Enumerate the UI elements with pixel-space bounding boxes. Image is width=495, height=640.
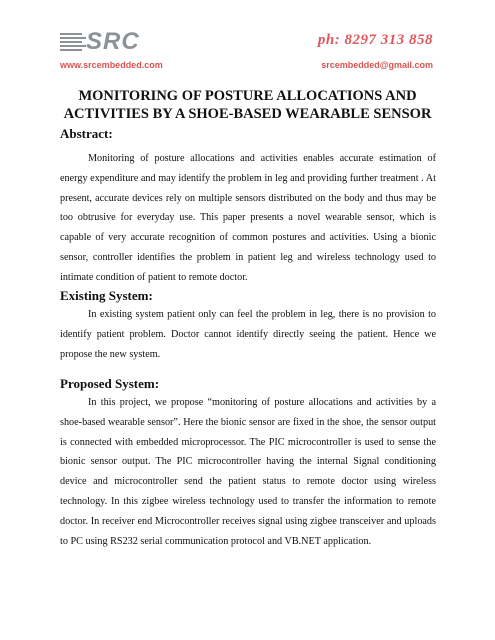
- website-url[interactable]: www.srcembedded.com: [60, 60, 163, 70]
- document-title: MONITORING OF POSTURE ALLOCATIONS AND ACTIVITIES BY A SHOE-BASED WEARABLE SENSOR: [63, 88, 432, 122]
- existing-system-text: In existing system patient only can feel the problem in leg, there is no provision to identify patient problem. Doctor cannot identify directly seeing the patient. Hence we propose the new system.: [60, 309, 436, 360]
- email-address[interactable]: srcembedded@gmail.com: [321, 60, 433, 70]
- abstract-heading: Abstract:: [60, 126, 113, 141]
- src-logo: [60, 30, 170, 56]
- proposed-system-heading: Proposed System:: [60, 376, 160, 391]
- proposed-system-text: In this project, we propose “monitoring of posture allocations and activities by a shoe-based wearable sensor”. Here the bionic sensor are fixed in the shoe, the sensor output is connected with embedded microprocessor. The PIC microcontroller is used to sense the bionic sensor output. The PIC microcontroller having the internal Signal conditioning device and microcontroller send the patient status to remote doctor using wireless technology. In this zigbee wireless technology used to transfer the information to remote doctor. In receiver end Microcontroller receives signal using zigbee transceiver and uploads to PC using RS232 serial communication protocol and VB.NET application.: [60, 397, 436, 547]
- phone-number: ph: 8297 313 858: [317, 32, 433, 48]
- existing-system-heading: Existing System:: [60, 288, 153, 303]
- logo-text: SRC: [86, 28, 140, 55]
- abstract-text: Monitoring of posture allocations and activities enables accurate estimation of energy expenditure and may identify the problem in leg and providing further treatment . At present, accurate devices rely on multiple sensors distributed on the body and thus may be too obtrusive for everyday use. This paper presents a novel wearable sensor, which is capable of very accurate recognition of common postures and activities. Using a bionic sensor, controller identifies the problem in patient leg and wireless technology used to intimate condition of patient to remote doctor.: [60, 153, 436, 283]
